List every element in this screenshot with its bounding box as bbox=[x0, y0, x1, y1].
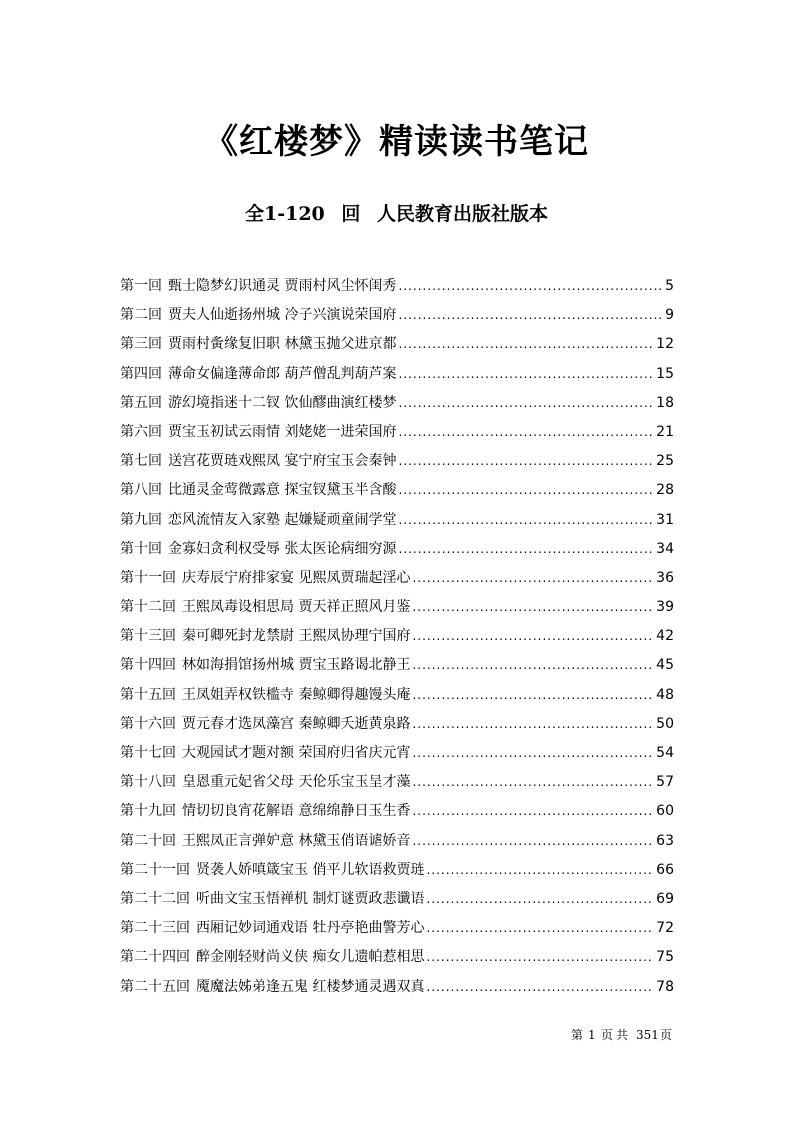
toc-page-number: 15 bbox=[656, 365, 674, 382]
toc-page-number: 12 bbox=[656, 336, 674, 353]
toc-page-number: 66 bbox=[656, 861, 674, 878]
toc-chapter-title: 皇恩重元妃省父母 天伦乐宝玉呈才藻 bbox=[182, 774, 411, 791]
footer-label-total: 共 bbox=[616, 1028, 629, 1042]
toc-dot-leader bbox=[398, 447, 654, 476]
toc-page-number: 54 bbox=[656, 745, 674, 761]
toc-entry[interactable] bbox=[120, 301, 674, 330]
toc-dot-leader bbox=[412, 797, 654, 826]
toc-chapter-number: 第十三回 bbox=[120, 628, 176, 645]
toc-entry[interactable] bbox=[120, 506, 674, 535]
toc-chapter-number: 第七回 bbox=[120, 453, 162, 470]
toc-dot-leader bbox=[398, 418, 654, 447]
toc-page-number: 75 bbox=[656, 949, 674, 966]
toc-dot-leader bbox=[412, 651, 654, 680]
toc-entry[interactable] bbox=[120, 535, 674, 564]
toc-dot-leader bbox=[426, 943, 654, 972]
toc-chapter-number: 第十六回 bbox=[120, 715, 176, 732]
toc-page-number: 48 bbox=[656, 686, 674, 703]
toc-dot-leader bbox=[412, 827, 654, 856]
toc-entry[interactable] bbox=[120, 797, 674, 826]
toc-chapter-title: 比通灵金莺微露意 探宝钗黛玉半含酸 bbox=[168, 482, 397, 499]
toc-page-number: 34 bbox=[656, 540, 674, 557]
toc-entry[interactable] bbox=[120, 973, 674, 1002]
toc-chapter-number: 第十七回 bbox=[120, 745, 176, 761]
toc-dot-leader bbox=[398, 506, 654, 535]
toc-entry[interactable] bbox=[120, 418, 674, 447]
toc-chapter-title: 贾元春才选凤藻宫 秦鲸卿夭逝黄泉路 bbox=[182, 715, 411, 732]
toc-page-number: 39 bbox=[656, 599, 674, 616]
toc-page-number: 78 bbox=[656, 978, 674, 995]
toc-entry[interactable] bbox=[120, 564, 674, 593]
toc-page-number: 31 bbox=[656, 511, 674, 528]
toc-page-number: 50 bbox=[656, 715, 674, 732]
toc-entry[interactable] bbox=[120, 856, 674, 885]
toc-page-number: 63 bbox=[656, 832, 674, 849]
toc-entry[interactable] bbox=[120, 389, 674, 418]
toc-chapter-title: 听曲文宝玉悟禅机 制灯谜贾政悲谶语 bbox=[196, 890, 425, 907]
toc-chapter-title: 王凤姐弄权铁槛寺 秦鲸卿得趣馒头庵 bbox=[182, 686, 411, 703]
toc-chapter-number: 第一回 bbox=[120, 278, 162, 294]
toc-chapter-title: 庆寿辰宁府排家宴 见熙凤贾瑞起淫心 bbox=[182, 569, 411, 586]
table-of-contents bbox=[120, 272, 674, 1002]
toc-chapter-title: 贾雨村夤缘复旧职 林黛玉抛父进京都 bbox=[168, 336, 397, 353]
toc-entry[interactable] bbox=[120, 476, 674, 505]
footer-label-page: 第 bbox=[571, 1028, 584, 1042]
toc-dot-leader bbox=[398, 330, 654, 359]
toc-entry[interactable] bbox=[120, 914, 674, 943]
toc-chapter-title: 贤袭人娇嗔箴宝玉 俏平儿软语救贾琏 bbox=[196, 861, 425, 878]
toc-entry[interactable] bbox=[120, 739, 674, 768]
toc-dot-leader bbox=[398, 389, 654, 418]
toc-page-number: 60 bbox=[656, 803, 674, 820]
toc-chapter-number: 第四回 bbox=[120, 365, 162, 382]
toc-chapter-number: 第十回 bbox=[120, 540, 162, 557]
toc-dot-leader bbox=[398, 535, 654, 564]
toc-page-number: 45 bbox=[656, 657, 674, 674]
toc-dot-leader bbox=[426, 856, 654, 885]
page-subtitle: 全1-120 回 人民教育出版社版本 bbox=[245, 203, 548, 225]
toc-dot-leader bbox=[398, 360, 654, 389]
toc-chapter-title: 游幻境指迷十二钗 饮仙醪曲演红楼梦 bbox=[168, 394, 397, 411]
toc-chapter-number: 第二回 bbox=[120, 307, 162, 324]
toc-chapter-title: 恋风流情友入家塾 起嫌疑顽童闹学堂 bbox=[168, 511, 397, 528]
toc-chapter-number: 第二十三回 bbox=[120, 920, 190, 937]
toc-chapter-number: 第三回 bbox=[120, 336, 162, 353]
toc-chapter-number: 第二十回 bbox=[120, 832, 176, 849]
toc-chapter-title: 王熙凤正言弹妒意 林黛玉俏语谑娇音 bbox=[182, 832, 411, 849]
toc-chapter-number: 第十九回 bbox=[120, 803, 176, 820]
toc-page-number: 18 bbox=[656, 394, 674, 411]
toc-entry[interactable] bbox=[120, 768, 674, 797]
toc-chapter-title: 甄士隐梦幻识通灵 贾雨村风尘怀闺秀 bbox=[168, 278, 397, 294]
toc-page-number: 36 bbox=[656, 569, 674, 586]
toc-chapter-title: 大观园试才题对额 荣国府归省庆元宵 bbox=[182, 745, 411, 761]
toc-dot-leader bbox=[398, 476, 654, 505]
toc-chapter-number: 第十一回 bbox=[120, 569, 176, 586]
toc-chapter-title: 金寡妇贪利权受辱 张太医论病细穷源 bbox=[168, 540, 397, 557]
toc-entry[interactable] bbox=[120, 272, 674, 301]
toc-dot-leader bbox=[426, 973, 654, 1002]
toc-page-number: 42 bbox=[656, 628, 674, 645]
toc-page-number: 9 bbox=[665, 307, 674, 324]
toc-dot-leader bbox=[426, 914, 654, 943]
toc-dot-leader bbox=[412, 739, 654, 768]
toc-entry[interactable] bbox=[120, 622, 674, 651]
toc-page-number: 28 bbox=[656, 482, 674, 499]
toc-dot-leader bbox=[412, 768, 654, 797]
toc-entry[interactable] bbox=[120, 681, 674, 710]
toc-chapter-number: 第十二回 bbox=[120, 599, 176, 616]
footer-label-unit-end: 页 bbox=[660, 1028, 673, 1042]
toc-entry[interactable] bbox=[120, 651, 674, 680]
toc-chapter-title: 贾宝玉初试云雨情 刘姥姥一进荣国府 bbox=[168, 423, 397, 440]
toc-entry[interactable] bbox=[120, 330, 674, 359]
toc-dot-leader bbox=[412, 710, 654, 739]
toc-page-number: 25 bbox=[656, 453, 674, 470]
toc-page-number: 21 bbox=[656, 423, 674, 440]
toc-chapter-title: 薄命女偏逢薄命郎 葫芦僧乱判葫芦案 bbox=[168, 365, 397, 382]
page-title: 《红楼梦》精读读书笔记 bbox=[204, 122, 589, 162]
toc-chapter-number: 第二十四回 bbox=[120, 949, 190, 966]
toc-dot-leader bbox=[412, 593, 654, 622]
toc-chapter-title: 王熙凤毒设相思局 贾天祥正照风月鉴 bbox=[182, 599, 411, 616]
toc-page-number: 72 bbox=[656, 920, 674, 937]
toc-entry[interactable] bbox=[120, 447, 674, 476]
toc-chapter-number: 第二十二回 bbox=[120, 890, 190, 907]
toc-dot-leader bbox=[426, 885, 654, 914]
toc-chapter-title: 醉金刚轻财尚义侠 痴女儿遗帕惹相思 bbox=[196, 949, 425, 966]
toc-chapter-title: 送宫花贾琏戏熙凤 宴宁府宝玉会秦钟 bbox=[168, 453, 397, 470]
toc-entry[interactable] bbox=[120, 360, 674, 389]
toc-entry[interactable] bbox=[120, 943, 674, 972]
toc-chapter-number: 第五回 bbox=[120, 394, 162, 411]
footer-current-page: 1 bbox=[588, 1028, 596, 1042]
toc-chapter-title: 林如海捐馆扬州城 贾宝玉路谒北静王 bbox=[182, 657, 411, 674]
toc-page-number: 69 bbox=[656, 890, 674, 907]
toc-chapter-number: 第二十五回 bbox=[120, 978, 190, 995]
toc-chapter-number: 第二十一回 bbox=[120, 861, 190, 878]
toc-entry[interactable] bbox=[120, 885, 674, 914]
toc-chapter-number: 第十五回 bbox=[120, 686, 176, 703]
footer-total-pages: 351 bbox=[636, 1028, 659, 1042]
toc-dot-leader bbox=[412, 622, 654, 651]
toc-chapter-number: 第八回 bbox=[120, 482, 162, 499]
toc-dot-leader bbox=[398, 301, 663, 330]
toc-chapter-title: 西厢记妙词通戏语 牡丹亭艳曲警芳心 bbox=[196, 920, 425, 937]
toc-chapter-number: 第六回 bbox=[120, 423, 162, 440]
toc-chapter-title: 秦可卿死封龙禁尉 王熙凤协理宁国府 bbox=[182, 628, 411, 645]
toc-chapter-number: 第十四回 bbox=[120, 657, 176, 674]
toc-page-number: 5 bbox=[665, 278, 674, 294]
toc-dot-leader bbox=[412, 564, 654, 593]
toc-chapter-number: 第九回 bbox=[120, 511, 162, 528]
toc-chapter-number: 第十八回 bbox=[120, 774, 176, 791]
toc-entry[interactable] bbox=[120, 593, 674, 622]
toc-chapter-title: 魇魔法姊弟逢五鬼 红楼梦通灵遇双真 bbox=[196, 978, 425, 995]
toc-dot-leader bbox=[412, 681, 654, 710]
toc-chapter-title: 情切切良宵花解语 意绵绵静日玉生香 bbox=[182, 803, 411, 820]
footer-label-unit: 页 bbox=[601, 1028, 614, 1042]
toc-dot-leader bbox=[398, 272, 663, 301]
toc-entry[interactable] bbox=[120, 827, 674, 856]
toc-entry[interactable] bbox=[120, 710, 674, 739]
toc-page-number: 57 bbox=[656, 774, 674, 791]
toc-chapter-title: 贾夫人仙逝扬州城 冷子兴演说荣国府 bbox=[168, 307, 397, 324]
